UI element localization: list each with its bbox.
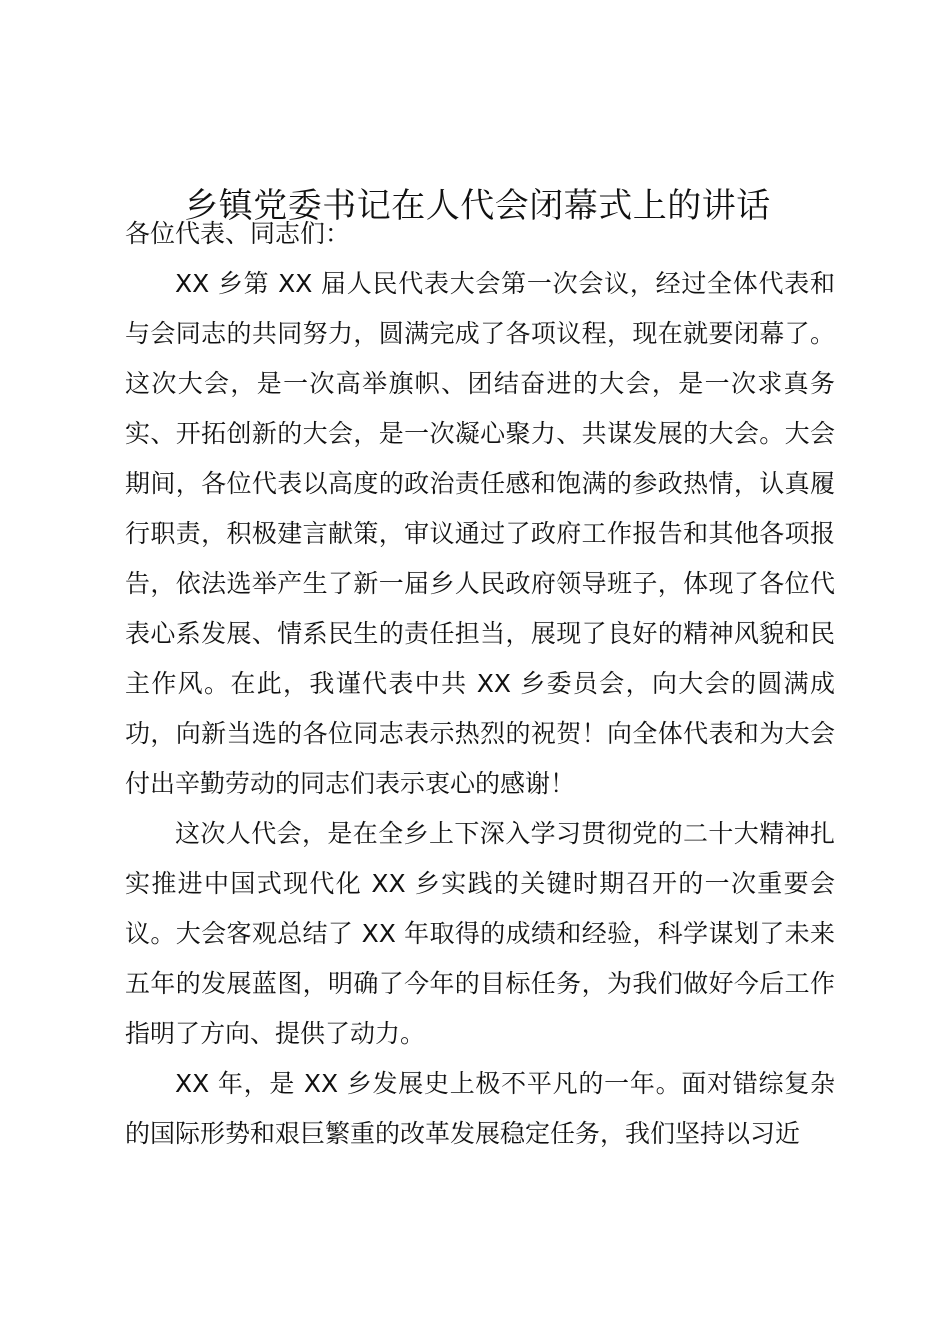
document-body	[125, 205, 835, 1159]
paragraph-1: XX 乡第 XX 届人民代表大会第一次会议，经过全体代表和与会同志的共同努力，圆满完成了各项议程，现在就要闭幕了。这次大会，是一次高举旗帜、团结奋进的大会，是一次求真务实、开拓创新的大会，是一次凝心聚力、共谋发展的大会。大会期间，各位代表以高度的政治责任感和饱满的参政热情，认真履行职责，积极建言献策，审议通过了政府工作报告和其他各项报告，依法选举产生了新一届乡人民政府领导班子，体现了各位代表心系发展、情系民生的责任担当，展现了良好的精神风貌和民主作风。在此，我谨代表中共 XX 乡委员会，向大会的圆满成功，向新当选的各位同志表示热烈的祝贺！向全体代表和为大会付出辛勤劳动的同志们表示衷心的感谢！	[125, 269, 835, 798]
salutation: 各位代表、同志们：	[125, 219, 351, 248]
paragraph-3: XX 年，是 XX 乡发展史上极不平凡的一年。面对错综复杂的国际形势和艰巨繁重的改革发展稳定任务，我们坚持以习近	[125, 1069, 835, 1148]
document-title: 乡镇党委书记在人代会闭幕式上的讲话	[184, 186, 771, 226]
paragraph-2: 这次人代会，是在全乡上下深入学习贯彻党的二十大精神扎实推进中国式现代化 XX 乡实践的关键时期召开的一次重要会议。大会客观总结了 XX 年取得的成绩和经验，科学谋划了未来五年的发展蓝图，明确了今年的目标任务，为我们做好今后工作指明了方向、提供了动力。	[125, 819, 835, 1048]
